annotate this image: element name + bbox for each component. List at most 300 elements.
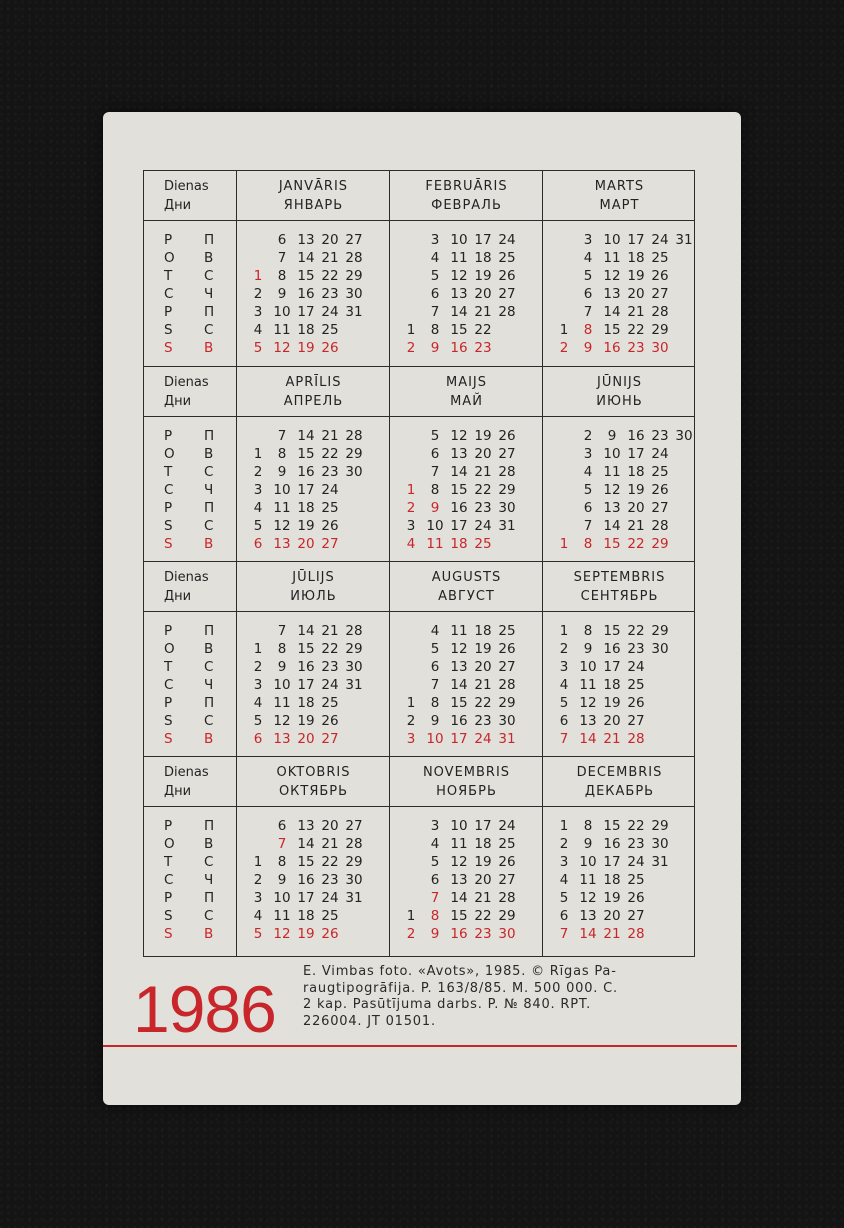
day-cell: 29 [651, 322, 669, 338]
header-separator [144, 220, 694, 221]
day-cell: 15 [450, 322, 468, 338]
day-cell: 2 [406, 340, 416, 356]
day-cell: 28 [498, 304, 516, 320]
day-cell: 22 [321, 854, 339, 870]
month-name-ru: ИЮЛЬ [290, 589, 337, 604]
day-cell: 22 [474, 482, 492, 498]
day-cell: 28 [498, 464, 516, 480]
day-cell: 29 [345, 446, 363, 462]
day-cell: 31 [651, 854, 669, 870]
day-cell: 20 [474, 286, 492, 302]
day-cell: 15 [450, 482, 468, 498]
day-cell: 18 [474, 250, 492, 266]
day-cell: 27 [651, 286, 669, 302]
day-cell: 20 [627, 286, 645, 302]
day-cell: 20 [321, 232, 339, 248]
day-cell: 6 [559, 713, 569, 729]
day-cell: 29 [651, 818, 669, 834]
day-cell: 11 [603, 250, 621, 266]
day-cell: 3 [253, 677, 263, 693]
weekday-label-ru: П [204, 818, 215, 834]
day-cell: 10 [273, 890, 291, 906]
day-cell: 6 [583, 286, 593, 302]
day-cell: 10 [603, 446, 621, 462]
day-cell: 27 [345, 232, 363, 248]
day-cell: 8 [583, 322, 593, 338]
weekday-label-lv: C [164, 677, 174, 693]
day-cell: 8 [277, 268, 287, 284]
weekday-label-lv: T [164, 854, 173, 870]
day-cell: 10 [426, 731, 444, 747]
day-cell: 3 [253, 482, 263, 498]
day-cell: 25 [321, 695, 339, 711]
day-cell: 9 [277, 464, 287, 480]
day-cell: 1 [406, 908, 416, 924]
day-cell: 7 [277, 623, 287, 639]
weekday-label-ru: С [204, 854, 214, 870]
day-cell: 16 [297, 286, 315, 302]
day-cell: 9 [277, 286, 287, 302]
day-cell: 3 [583, 446, 593, 462]
day-cell: 19 [627, 482, 645, 498]
weekday-label-lv: T [164, 464, 173, 480]
month-name-lv: MARTS [594, 179, 645, 194]
day-cell: 30 [651, 641, 669, 657]
day-cell: 24 [627, 854, 645, 870]
day-cell: 29 [345, 854, 363, 870]
day-cell: 16 [297, 659, 315, 675]
day-cell: 26 [321, 518, 339, 534]
weekday-label-ru: Ч [204, 872, 214, 888]
day-cell: 26 [651, 268, 669, 284]
day-cell: 2 [406, 926, 416, 942]
day-cell: 28 [627, 926, 645, 942]
day-cell: 11 [273, 500, 291, 516]
weekday-label-lv: P [164, 695, 173, 711]
day-cell: 28 [627, 731, 645, 747]
day-cell: 19 [297, 340, 315, 356]
day-cell: 14 [603, 518, 621, 534]
day-cell: 24 [651, 232, 669, 248]
day-cell: 23 [321, 872, 339, 888]
day-cell: 23 [474, 926, 492, 942]
day-cell: 10 [426, 518, 444, 534]
day-cell: 1 [559, 536, 569, 552]
day-cell: 24 [321, 677, 339, 693]
day-cell: 22 [627, 536, 645, 552]
day-cell: 21 [321, 428, 339, 444]
day-cell: 24 [651, 446, 669, 462]
dienas-label: Dienas [164, 179, 209, 194]
day-cell: 27 [498, 659, 516, 675]
day-cell: 18 [474, 623, 492, 639]
day-cell: 1 [253, 268, 263, 284]
day-cell: 13 [579, 908, 597, 924]
day-cell: 20 [474, 446, 492, 462]
day-cell: 17 [297, 482, 315, 498]
day-cell: 7 [430, 464, 440, 480]
day-cell: 8 [277, 641, 287, 657]
day-cell: 13 [579, 713, 597, 729]
weekday-label-ru: П [204, 623, 215, 639]
day-cell: 13 [450, 659, 468, 675]
day-cell: 26 [498, 268, 516, 284]
day-cell: 1 [406, 695, 416, 711]
day-cell: 17 [474, 232, 492, 248]
day-cell: 3 [430, 232, 440, 248]
day-cell: 12 [273, 926, 291, 942]
day-cell: 15 [450, 908, 468, 924]
day-cell: 26 [651, 482, 669, 498]
day-cell: 27 [498, 286, 516, 302]
day-cell: 31 [675, 232, 693, 248]
day-cell: 6 [559, 908, 569, 924]
day-cell: 15 [603, 322, 621, 338]
weekday-label-lv: S [164, 731, 174, 747]
day-cell: 8 [430, 322, 440, 338]
day-cell: 24 [627, 659, 645, 675]
day-cell: 12 [273, 340, 291, 356]
imprint-line: 2 kap. Pasūtījuma darbs. P. № 840. RPT. [303, 997, 592, 1012]
day-cell: 22 [321, 641, 339, 657]
day-cell: 17 [297, 304, 315, 320]
weekday-label-lv: O [164, 250, 176, 266]
day-cell: 17 [297, 890, 315, 906]
weekday-label-ru: С [204, 659, 214, 675]
day-cell: 14 [579, 731, 597, 747]
day-cell: 9 [583, 340, 593, 356]
weekday-label-ru: С [204, 908, 214, 924]
day-cell: 30 [498, 713, 516, 729]
day-cell: 19 [297, 926, 315, 942]
weekday-label-lv: O [164, 641, 176, 657]
day-cell: 19 [603, 695, 621, 711]
day-cell: 24 [321, 482, 339, 498]
day-cell: 8 [583, 623, 593, 639]
month-name-ru: АПРЕЛЬ [283, 394, 344, 409]
day-cell: 22 [321, 446, 339, 462]
day-cell: 21 [603, 926, 621, 942]
day-cell: 17 [450, 731, 468, 747]
day-cell: 12 [603, 268, 621, 284]
day-cell: 21 [627, 518, 645, 534]
day-cell: 4 [430, 836, 440, 852]
day-cell: 18 [627, 250, 645, 266]
day-cell: 11 [579, 677, 597, 693]
month-name-ru: НОЯБРЬ [436, 784, 497, 799]
day-cell: 24 [321, 304, 339, 320]
day-cell: 19 [474, 641, 492, 657]
day-cell: 14 [297, 428, 315, 444]
day-cell: 28 [498, 890, 516, 906]
day-cell: 19 [297, 713, 315, 729]
weekday-label-ru: С [204, 464, 214, 480]
day-cell: 2 [559, 641, 569, 657]
day-cell: 27 [345, 818, 363, 834]
day-cell: 25 [651, 250, 669, 266]
day-cell: 24 [498, 232, 516, 248]
dienas-label: Dienas [164, 765, 209, 780]
weekday-label-ru: Ч [204, 482, 214, 498]
day-cell: 8 [277, 446, 287, 462]
day-cell: 6 [277, 232, 287, 248]
day-cell: 16 [450, 340, 468, 356]
day-cell: 16 [627, 428, 645, 444]
day-cell: 1 [559, 818, 569, 834]
day-cell: 7 [583, 304, 593, 320]
dienas-label: Dienas [164, 375, 209, 390]
month-name-lv: JŪLIJS [292, 570, 335, 585]
day-cell: 15 [297, 641, 315, 657]
day-cell: 6 [253, 536, 263, 552]
month-name-lv: JŪNIJS [597, 375, 642, 390]
day-cell: 18 [603, 872, 621, 888]
day-cell: 20 [297, 731, 315, 747]
day-cell: 7 [277, 250, 287, 266]
day-cell: 20 [627, 500, 645, 516]
day-cell: 5 [253, 340, 263, 356]
day-cell: 25 [627, 677, 645, 693]
month-name-lv: APRĪLIS [285, 375, 342, 390]
day-cell: 2 [559, 836, 569, 852]
day-cell: 10 [450, 232, 468, 248]
column-separator [389, 171, 390, 956]
day-cell: 23 [627, 340, 645, 356]
day-cell: 14 [450, 304, 468, 320]
day-cell: 3 [253, 890, 263, 906]
dienas-label-ru: Дни [164, 198, 192, 213]
weekday-label-ru: С [204, 518, 214, 534]
day-cell: 4 [253, 908, 263, 924]
weekday-label-ru: П [204, 304, 215, 320]
day-cell: 5 [430, 268, 440, 284]
weekday-label-lv: P [164, 500, 173, 516]
header-separator [144, 806, 694, 807]
day-cell: 8 [430, 695, 440, 711]
dienas-label: Dienas [164, 570, 209, 585]
day-cell: 15 [450, 695, 468, 711]
month-name-ru: ДЕКАБРЬ [584, 784, 655, 799]
weekday-label-ru: С [204, 322, 214, 338]
month-name-lv: JANVĀRIS [278, 179, 349, 194]
day-cell: 2 [253, 286, 263, 302]
day-cell: 9 [430, 926, 440, 942]
weekday-label-lv: P [164, 890, 173, 906]
weekday-label-lv: P [164, 304, 173, 320]
day-cell: 31 [498, 731, 516, 747]
day-cell: 16 [603, 836, 621, 852]
day-cell: 30 [345, 464, 363, 480]
imprint-line: E. Vimbas foto. «Avots», 1985. © Rīgas Pa- [303, 964, 617, 979]
column-separator [542, 171, 543, 956]
weekday-label-ru: Ч [204, 677, 214, 693]
day-cell: 24 [498, 818, 516, 834]
day-cell: 22 [627, 322, 645, 338]
imprint-text [303, 964, 703, 1030]
day-cell: 9 [430, 713, 440, 729]
day-cell: 30 [498, 500, 516, 516]
day-cell: 15 [603, 818, 621, 834]
day-cell: 26 [321, 340, 339, 356]
day-cell: 21 [321, 623, 339, 639]
month-name-ru: СЕНТЯБРЬ [580, 589, 659, 604]
weekday-label-ru: П [204, 695, 215, 711]
day-cell: 30 [498, 926, 516, 942]
day-cell: 23 [651, 428, 669, 444]
day-cell: 1 [559, 623, 569, 639]
day-cell: 3 [430, 818, 440, 834]
day-cell: 29 [651, 536, 669, 552]
day-cell: 6 [277, 818, 287, 834]
day-cell: 14 [297, 623, 315, 639]
day-cell: 29 [651, 623, 669, 639]
day-cell: 12 [450, 854, 468, 870]
day-cell: 14 [603, 304, 621, 320]
month-name-lv: NOVEMBRIS [422, 765, 511, 780]
weekday-label-ru: В [204, 641, 214, 657]
day-cell: 28 [345, 250, 363, 266]
weekday-label-ru: П [204, 890, 215, 906]
day-cell: 3 [559, 854, 569, 870]
day-cell: 5 [430, 854, 440, 870]
day-cell: 11 [450, 250, 468, 266]
day-cell: 24 [474, 731, 492, 747]
weekday-label-lv: P [164, 818, 173, 834]
calendar-grid [143, 170, 695, 957]
weekday-label-ru: С [204, 713, 214, 729]
month-name-ru: МАРТ [599, 198, 640, 213]
day-cell: 16 [603, 641, 621, 657]
day-cell: 17 [474, 818, 492, 834]
day-cell: 25 [321, 322, 339, 338]
day-cell: 29 [345, 641, 363, 657]
weekday-label-ru: В [204, 536, 214, 552]
day-cell: 18 [450, 536, 468, 552]
day-cell: 25 [498, 250, 516, 266]
day-cell: 16 [450, 926, 468, 942]
day-cell: 8 [583, 536, 593, 552]
day-cell: 11 [273, 908, 291, 924]
day-cell: 10 [450, 818, 468, 834]
day-cell: 2 [559, 340, 569, 356]
weekday-label-ru: В [204, 250, 214, 266]
day-cell: 13 [273, 731, 291, 747]
day-cell: 31 [498, 518, 516, 534]
day-cell: 5 [253, 926, 263, 942]
day-cell: 24 [321, 890, 339, 906]
day-cell: 8 [583, 818, 593, 834]
weekday-label-lv: C [164, 872, 174, 888]
day-cell: 17 [627, 446, 645, 462]
day-cell: 15 [297, 446, 315, 462]
day-cell: 5 [559, 890, 569, 906]
day-cell: 15 [603, 536, 621, 552]
day-cell: 23 [627, 641, 645, 657]
day-cell: 29 [498, 908, 516, 924]
month-name-lv: AUGUSTS [431, 570, 502, 585]
day-cell: 5 [583, 268, 593, 284]
day-cell: 1 [253, 446, 263, 462]
day-cell: 10 [579, 854, 597, 870]
weekday-label-lv: P [164, 232, 173, 248]
day-cell: 9 [430, 340, 440, 356]
day-cell: 28 [498, 677, 516, 693]
day-cell: 14 [579, 926, 597, 942]
day-cell: 2 [253, 872, 263, 888]
day-cell: 14 [450, 890, 468, 906]
day-cell: 17 [603, 854, 621, 870]
day-cell: 13 [297, 818, 315, 834]
day-cell: 28 [651, 518, 669, 534]
day-cell: 13 [603, 286, 621, 302]
day-cell: 9 [277, 659, 287, 675]
day-cell: 7 [430, 677, 440, 693]
day-cell: 1 [406, 482, 416, 498]
day-cell: 30 [345, 872, 363, 888]
day-cell: 16 [450, 713, 468, 729]
day-cell: 12 [450, 268, 468, 284]
weekday-label-lv: S [164, 908, 174, 924]
dienas-label-ru: Дни [164, 784, 192, 799]
block-separator [144, 561, 694, 562]
day-cell: 14 [297, 250, 315, 266]
red-divider-line [103, 1045, 737, 1047]
day-cell: 5 [253, 713, 263, 729]
day-cell: 18 [297, 695, 315, 711]
day-cell: 25 [321, 500, 339, 516]
day-cell: 6 [430, 446, 440, 462]
day-cell: 23 [321, 286, 339, 302]
day-cell: 11 [426, 536, 444, 552]
day-cell: 15 [297, 854, 315, 870]
day-cell: 22 [474, 908, 492, 924]
day-cell: 8 [430, 482, 440, 498]
month-name-lv: DECEMBRIS [576, 765, 663, 780]
day-cell: 21 [321, 836, 339, 852]
day-cell: 11 [450, 623, 468, 639]
day-cell: 18 [627, 464, 645, 480]
month-name-ru: АВГУСТ [438, 589, 495, 604]
day-cell: 3 [559, 659, 569, 675]
day-cell: 26 [321, 713, 339, 729]
day-cell: 15 [603, 623, 621, 639]
weekday-label-ru: В [204, 446, 214, 462]
day-cell: 14 [297, 836, 315, 852]
day-cell: 2 [583, 428, 593, 444]
day-cell: 11 [450, 836, 468, 852]
weekday-label-ru: С [204, 268, 214, 284]
day-cell: 25 [474, 536, 492, 552]
day-cell: 26 [627, 695, 645, 711]
day-cell: 25 [651, 464, 669, 480]
day-cell: 23 [474, 713, 492, 729]
day-cell: 11 [273, 322, 291, 338]
month-name-lv: OKTOBRIS [276, 765, 351, 780]
day-cell: 7 [430, 304, 440, 320]
day-cell: 5 [430, 641, 440, 657]
day-cell: 18 [297, 322, 315, 338]
day-cell: 22 [627, 623, 645, 639]
day-cell: 13 [273, 536, 291, 552]
day-cell: 25 [498, 836, 516, 852]
day-cell: 4 [253, 322, 263, 338]
day-cell: 20 [297, 536, 315, 552]
day-cell: 3 [253, 304, 263, 320]
day-cell: 26 [321, 926, 339, 942]
day-cell: 17 [450, 518, 468, 534]
day-cell: 18 [603, 677, 621, 693]
column-separator [236, 171, 237, 956]
